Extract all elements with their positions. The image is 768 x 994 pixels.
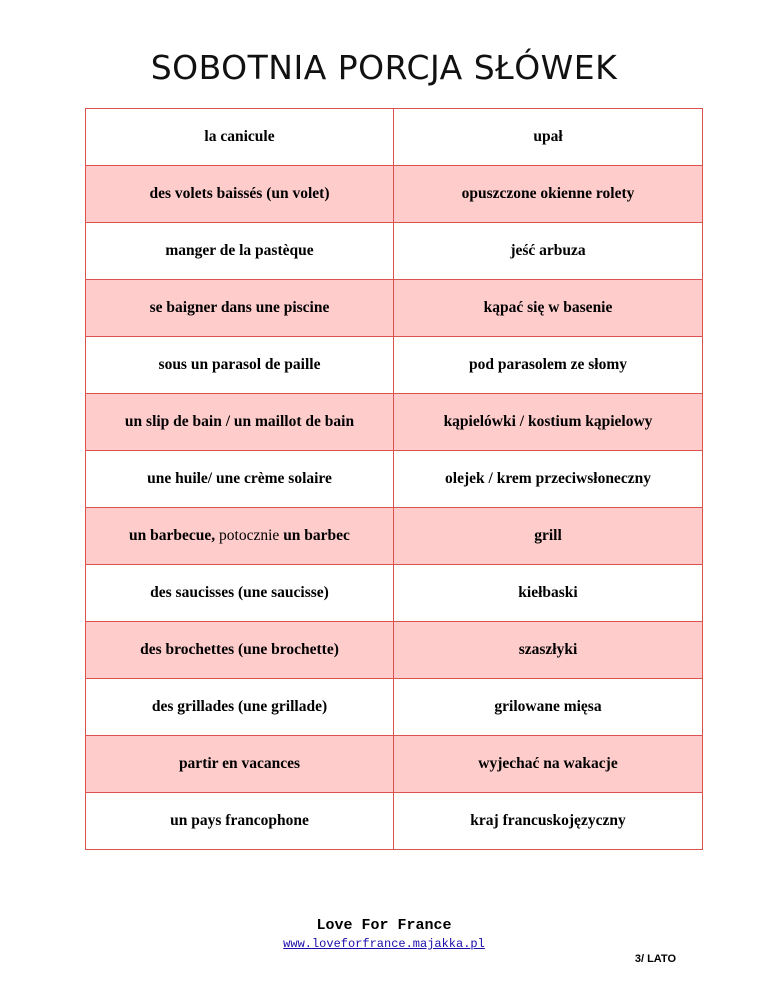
- french-term: manger de la pastèque: [86, 223, 394, 280]
- french-term: des grillades (une grillade): [86, 679, 394, 736]
- polish-translation: szaszłyki: [394, 622, 703, 679]
- footer-link[interactable]: www.loveforfrance.majakka.pl: [283, 937, 485, 951]
- colloquial-note: potocznie: [219, 527, 280, 544]
- footer-brand: Love For France: [316, 917, 452, 934]
- vocabulary-table: [85, 108, 703, 850]
- table-row: [86, 109, 703, 166]
- french-term: un slip de bain / un maillot de bain: [86, 394, 394, 451]
- french-term: des volets baissés (un volet): [86, 166, 394, 223]
- table-row: [86, 394, 703, 451]
- polish-translation: kiełbaski: [394, 565, 703, 622]
- polish-translation: upał: [394, 109, 703, 166]
- table-row: [86, 508, 703, 565]
- table-row: [86, 166, 703, 223]
- page-title: SOBOTNIA PORCJA SŁÓWEK: [150, 48, 618, 87]
- polish-translation: wyjechać na wakacje: [394, 736, 703, 793]
- polish-translation: grilowane mięsa: [394, 679, 703, 736]
- french-term-colloquial: un barbec: [283, 527, 350, 544]
- table-row: [86, 622, 703, 679]
- table-row: [86, 223, 703, 280]
- french-term: des brochettes (une brochette): [86, 622, 394, 679]
- french-term: partir en vacances: [86, 736, 394, 793]
- polish-translation: jeść arbuza: [394, 223, 703, 280]
- polish-translation: grill: [394, 508, 703, 565]
- table-row: [86, 793, 703, 850]
- french-term: des saucisses (une saucisse): [86, 565, 394, 622]
- french-term: la canicule: [86, 109, 394, 166]
- french-term-main: un barbecue,: [129, 527, 216, 544]
- table-row: [86, 679, 703, 736]
- french-term: un pays francophone: [86, 793, 394, 850]
- french-term: sous un parasol de paille: [86, 337, 394, 394]
- polish-translation: olejek / krem przeciwsłoneczny: [394, 451, 703, 508]
- page-label: 3/ LATO: [634, 953, 676, 965]
- table-row: [86, 736, 703, 793]
- polish-translation: kraj francuskojęzyczny: [394, 793, 703, 850]
- french-term: une huile/ une crème solaire: [86, 451, 394, 508]
- table-row: [86, 337, 703, 394]
- french-term: [86, 508, 394, 565]
- polish-translation: pod parasolem ze słomy: [394, 337, 703, 394]
- polish-translation: kąpać się w basenie: [394, 280, 703, 337]
- table-row: [86, 280, 703, 337]
- polish-translation: kąpielówki / kostium kąpielowy: [394, 394, 703, 451]
- table-row: [86, 565, 703, 622]
- polish-translation: opuszczone okienne rolety: [394, 166, 703, 223]
- french-term: se baigner dans une piscine: [86, 280, 394, 337]
- table-row: [86, 451, 703, 508]
